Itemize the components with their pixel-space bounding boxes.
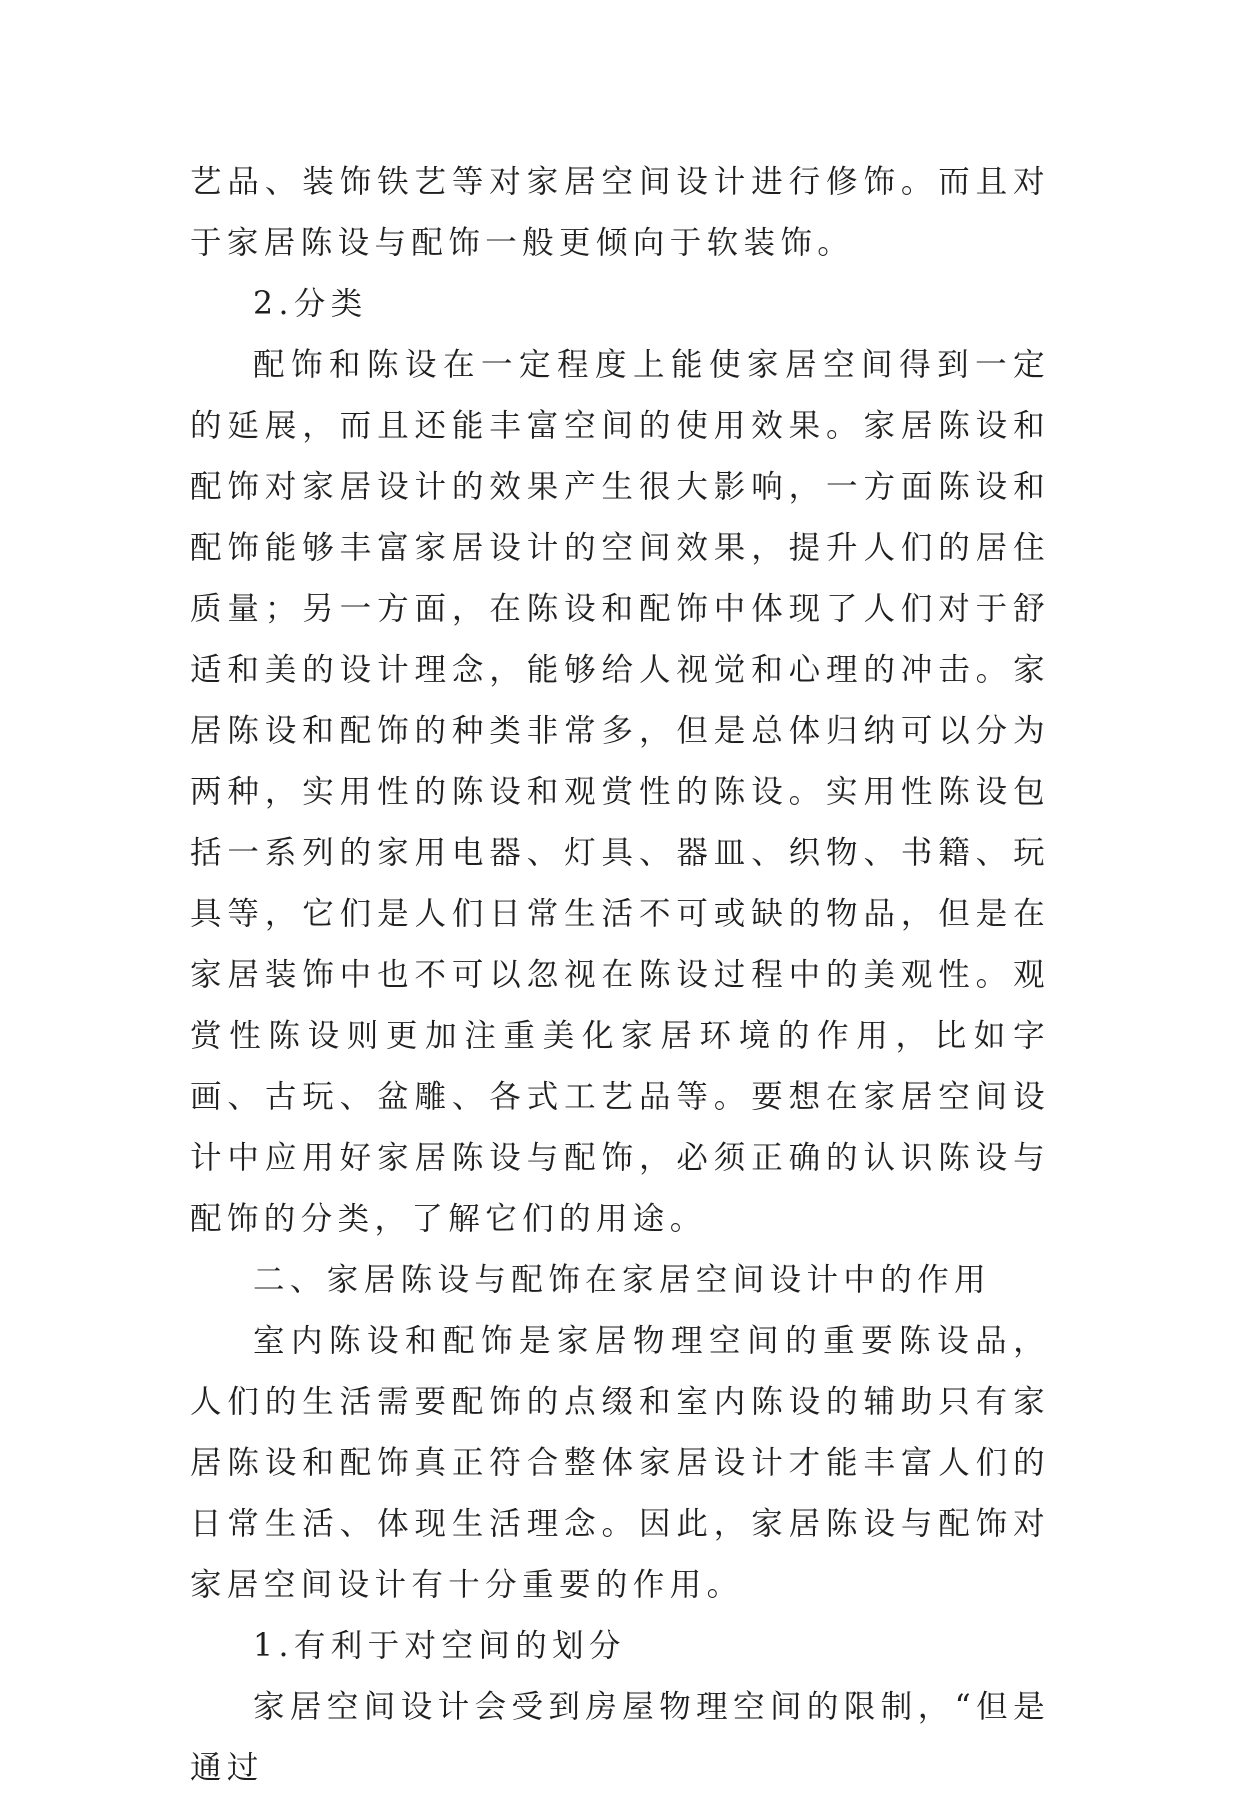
section-heading-role: 二、家居陈设与配饰在家居空间设计中的作用 xyxy=(253,1262,992,1298)
subsection-heading-space-division: 1.有利于对空间的划分 xyxy=(253,1628,626,1664)
section-heading-classification: 2.分类 xyxy=(253,286,368,322)
paragraph-continuation: 艺品、装饰铁艺等对家居空间设计进行修饰。而且对于家居陈设与配饰一般更倾向于软装饰。 xyxy=(190,164,1050,261)
paragraph-role: 室内陈设和配饰是家居物理空间的重要陈设品，人们的生活需要配饰的点缀和室内陈设的辅助只有家居陈设和配饰真正符合整体家居设计才能丰富人们的日常生活、体现生活理念。因此，家居陈设与配饰对家居空间设计有十分重要的作用。 xyxy=(190,1323,1050,1603)
paragraph-space-division: 家居空间设计会受到房屋物理空间的限制，“但是通过 xyxy=(190,1689,1050,1786)
paragraph-classification: 配饰和陈设在一定程度上能使家居空间得到一定的延展，而且还能丰富空间的使用效果。家居陈设和配饰对家居设计的效果产生很大影响，一方面陈设和配饰能够丰富家居设计的空间效果，提升人们的居住质量；另一方面，在陈设和配饰中体现了人们对于舒适和美的设计理念，能够给人视觉和心理的冲击。家居陈设和配饰的种类非常多，但是总体归纳可以分为两种，实用性的陈设和观赏性的陈设。实用性陈设包括一系列的家用电器、灯具、器皿、织物、书籍、玩具等，它们是人们日常生活不可或缺的物品，但是在家居装饰中也不可以忽视在陈设过程中的美观性。观赏性陈设则更加注重美化家居环境的作用，比如字画、古玩、盆雕、各式工艺品等。要想在家居空间设计中应用好家居陈设与配饰，必须正确的认识陈设与配饰的分类，了解它们的用途。 xyxy=(190,347,1050,1237)
document-body xyxy=(190,152,1050,1799)
